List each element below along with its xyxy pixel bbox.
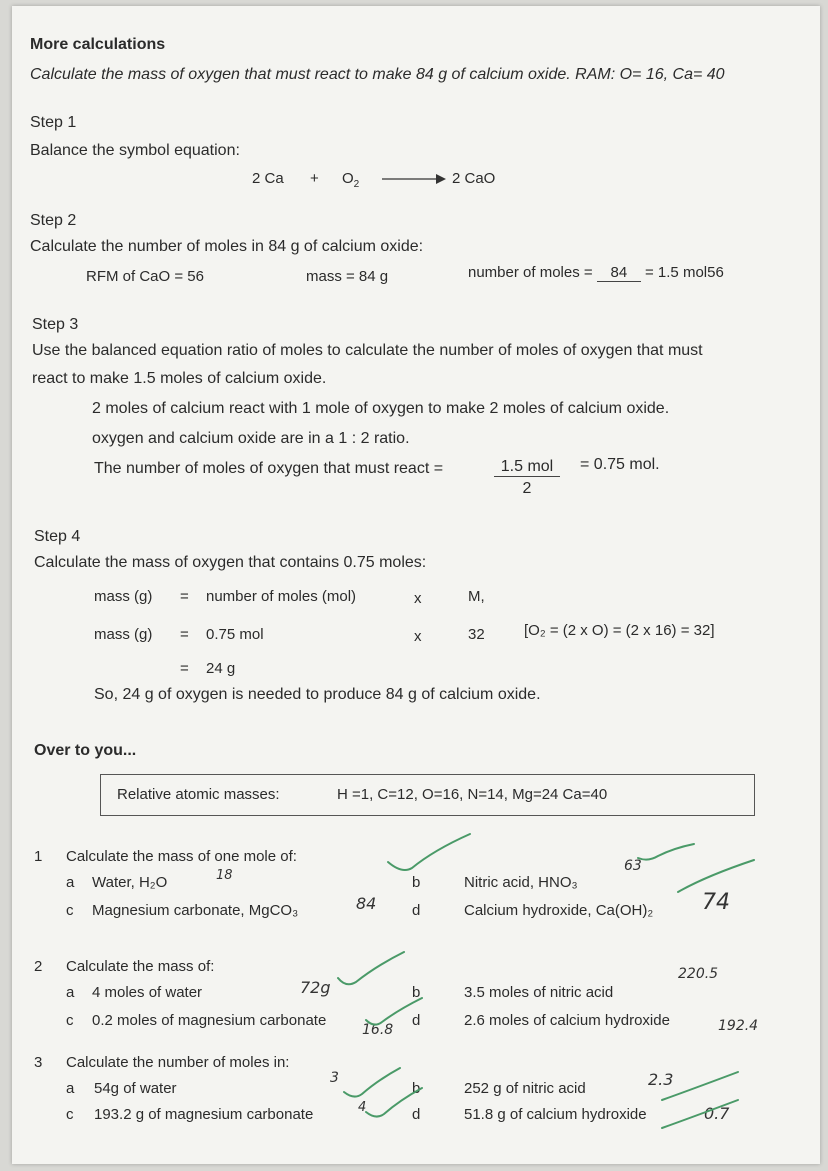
step4-row2-right: 32	[468, 626, 485, 643]
relative-atomic-masses-box	[100, 774, 755, 816]
over-to-you-heading: Over to you...	[34, 742, 137, 759]
q2b-text: 3.5 moles of nitric acid	[464, 984, 614, 1001]
q2a-answer: 72g	[300, 978, 331, 997]
tick-mark-icon	[364, 1086, 424, 1122]
moles-calc: number of moles = 84 = 1.5 mol56	[468, 264, 724, 281]
q1b-text: Nitric acid, HNO₃	[464, 874, 578, 891]
q3c-letter: c	[66, 1106, 74, 1123]
step4-row2-eq: =	[180, 626, 189, 643]
step4-row3-eq: =	[180, 660, 189, 677]
step4-row2-middle: 0.75 mol	[206, 626, 264, 643]
step1-heading: Step 1	[30, 114, 77, 131]
step4-conclusion: So, 24 g of oxygen is needed to produce 84 g of calcium oxide.	[94, 686, 541, 703]
q1a-answer: 18	[216, 868, 233, 883]
q1c-letter: c	[66, 902, 74, 919]
worksheet-page	[12, 6, 820, 1164]
equation-reactant-2: $O_2$	[342, 170, 360, 190]
q2d-answer: 192.4	[718, 1018, 759, 1034]
step4-row2-times: x	[414, 628, 422, 645]
step4-row1-left: mass (g)	[94, 588, 153, 605]
tick-mark-icon	[364, 996, 424, 1032]
q2-number: 2	[34, 958, 43, 975]
q2a-text: 4 moles of water	[92, 984, 203, 1001]
step4-instruction: Calculate the mass of oxygen that contains 0.75 moles:	[34, 554, 427, 571]
q3b-text: 252 g of nitric acid	[464, 1080, 586, 1097]
step1-instruction: Balance the symbol equation:	[30, 142, 240, 159]
rfm-cao: RFM of CaO = 56	[86, 268, 204, 285]
step4-row2-left: mass (g)	[94, 626, 153, 643]
step4-row1-right: M,	[468, 588, 485, 605]
step4-row1-middle: number of moles (mol)	[206, 588, 357, 605]
q3-prompt: Calculate the number of moles in:	[66, 1054, 290, 1071]
step3-instruction-1: Use the balanced equation ratio of moles to calculate the number of moles of oxygen that must	[32, 342, 703, 359]
step4-row1-eq: =	[180, 588, 189, 605]
q2b-letter: b	[412, 984, 421, 1001]
equation-product: 2 CaO	[452, 170, 496, 187]
tick-mark-icon	[676, 858, 756, 898]
q3b-answer: 2.3	[648, 1070, 674, 1089]
step3-instruction-2: react to make 1.5 moles of calcium oxide.	[32, 370, 327, 387]
arrow-right-icon	[380, 172, 448, 186]
mass-cao: mass = 84 g	[306, 268, 389, 285]
q3-number: 3	[34, 1054, 43, 1071]
q2c-answer: 16.8	[362, 1022, 394, 1038]
q1-number: 1	[34, 848, 43, 865]
question-text: Calculate the mass of oxygen that must react to make 84 g of calcium oxide. RAM: O= 16, Ca= 40	[30, 66, 725, 83]
step2-heading: Step 2	[30, 212, 77, 229]
q3a-letter: a	[66, 1080, 75, 1097]
tick-mark-icon	[336, 950, 406, 990]
q1-prompt: Calculate the mass of one mole of:	[66, 848, 297, 865]
q2a-letter: a	[66, 984, 75, 1001]
step2-instruction: Calculate the number of moles in 84 g of calcium oxide:	[30, 238, 424, 255]
step4-row3-value: 24 g	[206, 660, 236, 677]
oxygen-mr-note: [O₂ = (2 x O) = (2 x 16) = 32]	[524, 622, 715, 639]
tick-mark-icon	[660, 1098, 740, 1132]
step3-line-2: oxygen and calcium oxide are in a 1 : 2 ratio.	[92, 430, 410, 447]
step4-heading: Step 4	[34, 528, 81, 545]
step3-result: = 0.75 mol.	[580, 456, 660, 473]
q3d-letter: d	[412, 1106, 421, 1123]
q3a-answer: 3	[330, 1070, 339, 1086]
equation-reactant-1: 2 Ca	[252, 170, 284, 187]
q3d-text: 51.8 g of calcium hydroxide	[464, 1106, 647, 1123]
q3c-answer: 4	[358, 1100, 367, 1115]
page-title: More calculations	[30, 36, 166, 53]
q1c-answer: 84	[356, 894, 377, 913]
q2b-answer: 220.5	[678, 966, 719, 982]
step3-heading: Step 3	[32, 316, 79, 333]
q3c-text: 193.2 g of magnesium carbonate	[94, 1106, 314, 1123]
q1b-answer: 63	[624, 858, 642, 874]
q2d-text: 2.6 moles of calcium hydroxide	[464, 1012, 670, 1029]
q2c-letter: c	[66, 1012, 74, 1029]
q1d-text: Calcium hydroxide, Ca(OH)₂	[464, 902, 654, 919]
step3-line-3-label: The number of moles of oxygen that must react =	[94, 460, 444, 477]
equation-plus: +	[310, 170, 319, 187]
q3a-text: 54g of water	[94, 1080, 177, 1097]
q1a-text: Water, H₂O	[92, 874, 168, 891]
q2-prompt: Calculate the mass of:	[66, 958, 215, 975]
q3d-answer: 0.7	[704, 1104, 730, 1123]
q2d-letter: d	[412, 1012, 421, 1029]
q1d-letter: d	[412, 902, 421, 919]
step3-denominator: 2	[522, 480, 532, 497]
step4-row1-times: x	[414, 590, 422, 607]
q2c-text: 0.2 moles of magnesium carbonate	[92, 1012, 327, 1029]
step3-numerator: 1.5 mol	[494, 458, 560, 477]
q1d-answer: 74	[702, 890, 730, 915]
step3-line-1: 2 moles of calcium react with 1 mole of oxygen to make 2 moles of calcium oxide.	[92, 400, 670, 417]
q1b-letter: b	[412, 874, 421, 891]
q1c-text: Magnesium carbonate, MgCO₃	[92, 902, 299, 919]
ram-values: H =1, C=12, O=16, N=14, Mg=24 Ca=40	[337, 786, 608, 803]
ram-label: Relative atomic masses:	[117, 786, 280, 803]
tick-mark-icon	[384, 830, 474, 880]
q3b-letter: b	[412, 1080, 421, 1097]
q1a-letter: a	[66, 874, 75, 891]
